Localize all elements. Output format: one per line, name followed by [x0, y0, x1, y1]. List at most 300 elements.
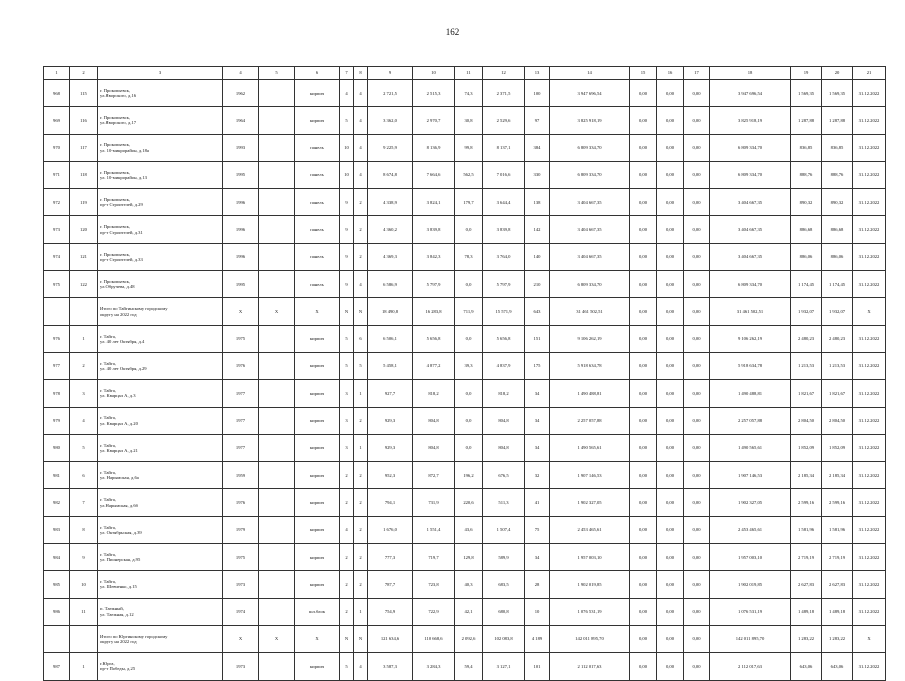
table-cell: 0,00 — [630, 516, 657, 543]
table-cell: 5 918 634,78 — [550, 352, 630, 379]
table-cell: 0,00 — [630, 625, 657, 652]
table-cell: 0,00 — [630, 216, 657, 243]
table-cell: 138 — [525, 189, 550, 216]
table-cell: 0,00 — [657, 598, 684, 625]
table-cell: 890,32 — [791, 189, 822, 216]
table-cell: 0,00 — [684, 243, 710, 270]
table-cell: 562,5 — [455, 161, 483, 188]
table-cell — [70, 298, 98, 325]
table-cell: 2 185,34 — [822, 462, 853, 489]
table-cell: 3 — [70, 380, 98, 407]
total-row — [44, 625, 886, 652]
table-cell: 3 362,0 — [368, 107, 413, 134]
table-cell: 1 932,07 — [791, 298, 822, 325]
address-cell: г. Прокопьевск, пр-т Строителей, д.33 — [98, 243, 223, 270]
table-cell: 972 — [44, 189, 70, 216]
table-cell: 31.12.2022 — [853, 516, 886, 543]
table-cell: 0,00 — [684, 325, 710, 352]
table-cell: 31 461 502,51 — [710, 298, 791, 325]
table-cell: 74,3 — [455, 80, 483, 107]
table-row — [44, 216, 886, 243]
table-cell: 0,00 — [657, 107, 684, 134]
table-cell: 2 719,19 — [791, 544, 822, 571]
address-cell: г. Прокопьевск, пр-т Строителей, д.29 — [98, 189, 223, 216]
table-cell: 1973 — [223, 571, 259, 598]
table-cell: 3 839,8 — [483, 216, 525, 243]
table-cell: 5 918 634,78 — [710, 352, 791, 379]
table-cell: 886,06 — [822, 243, 853, 270]
table-cell: шл.блок — [295, 598, 340, 625]
table-row — [44, 325, 886, 352]
table-cell: 0,00 — [657, 462, 684, 489]
table-cell: N — [354, 298, 368, 325]
column-header: 19 — [791, 67, 822, 80]
table-cell: 983 — [44, 516, 70, 543]
column-header: 18 — [710, 67, 791, 80]
address-cell: г. Тайга, ул. Октябрьская, д.39 — [98, 516, 223, 543]
table-cell: 0,00 — [657, 434, 684, 461]
table-cell: 1 852,09 — [791, 434, 822, 461]
address-cell: г. Тайга, ул. Нарымская, д.6а — [98, 462, 223, 489]
table-cell: 2 453 465,61 — [550, 516, 630, 543]
table-cell — [259, 407, 295, 434]
table-cell: 0,0 — [455, 407, 483, 434]
table-cell: 890,32 — [822, 189, 853, 216]
table-cell: 0,00 — [684, 216, 710, 243]
address-cell: Итого по Юргинскому городскому округу на 2022 год — [98, 625, 223, 652]
table-cell: 31.12.2022 — [853, 271, 886, 298]
table-cell: 1 283,22 — [822, 625, 853, 652]
table-cell: 115 — [70, 80, 98, 107]
table-cell — [259, 271, 295, 298]
table-cell: 2 — [354, 462, 368, 489]
table-cell: 1 957 003,10 — [710, 544, 791, 571]
table-cell: X — [295, 298, 340, 325]
table-cell: 0,00 — [657, 325, 684, 352]
address-cell: г. Прокопьевск, ул.Обручева, д.48 — [98, 271, 223, 298]
table-cell: 0,00 — [684, 434, 710, 461]
table-cell: 75 — [525, 516, 550, 543]
table-cell: 0,00 — [684, 489, 710, 516]
total-row — [44, 298, 886, 325]
table-cell: 3 404 667,35 — [710, 189, 791, 216]
table-cell: 1 507,4 — [483, 516, 525, 543]
table-cell: 1959 — [223, 462, 259, 489]
table-cell: панель — [295, 243, 340, 270]
table-cell: 7 664,6 — [413, 161, 455, 188]
table-cell: 0,00 — [657, 271, 684, 298]
table-cell: 2 371,5 — [483, 80, 525, 107]
table-cell: 122 — [70, 271, 98, 298]
table-cell: 3 — [340, 407, 354, 434]
table-cell: 6 809 334,70 — [550, 134, 630, 161]
table-cell: 0,00 — [684, 134, 710, 161]
table-cell: 973 — [44, 216, 70, 243]
table-cell: 9 — [340, 243, 354, 270]
table-cell: 2 627,83 — [822, 571, 853, 598]
table-cell: 9 106 262,19 — [710, 325, 791, 352]
table-cell: X — [259, 625, 295, 652]
table-cell: 0,00 — [630, 571, 657, 598]
column-header: 2 — [70, 67, 98, 80]
table-cell: кирпич — [295, 571, 340, 598]
table-cell: 5 — [340, 352, 354, 379]
table-cell: 2 804,50 — [791, 407, 822, 434]
table-cell: X — [853, 625, 886, 652]
table-cell: 384 — [525, 134, 550, 161]
table-cell: 30,8 — [455, 107, 483, 134]
table-cell: 1 213,53 — [822, 352, 853, 379]
table-cell: 31.12.2022 — [853, 489, 886, 516]
table-cell: 2 529,6 — [483, 107, 525, 134]
table-cell: 31.12.2022 — [853, 189, 886, 216]
table-cell: 102 083,8 — [483, 625, 525, 652]
table-cell: 99,8 — [455, 134, 483, 161]
table-cell — [259, 134, 295, 161]
table-cell: 1 852,09 — [822, 434, 853, 461]
table-cell: 97 — [525, 107, 550, 134]
table-cell: 4 — [354, 271, 368, 298]
table-cell: 0,00 — [657, 653, 684, 680]
table-cell: 196,2 — [455, 462, 483, 489]
table-cell: 1 489,18 — [822, 598, 853, 625]
table-cell: 9 — [340, 189, 354, 216]
table-cell: 0,00 — [657, 298, 684, 325]
table-cell: 4 — [340, 516, 354, 543]
table-cell — [259, 216, 295, 243]
table-cell — [259, 598, 295, 625]
table-cell: 1 932,07 — [822, 298, 853, 325]
table-cell: 3 764,0 — [483, 243, 525, 270]
table-cell: 794,1 — [368, 489, 413, 516]
table-cell — [44, 625, 70, 652]
table-cell: 0,00 — [630, 325, 657, 352]
table-cell: 0,00 — [684, 352, 710, 379]
table-cell: 1996 — [223, 243, 259, 270]
table-cell: 2 — [354, 516, 368, 543]
table-cell: 980 — [44, 434, 70, 461]
table-cell: 1 283,22 — [791, 625, 822, 652]
table-cell: 3 — [340, 380, 354, 407]
table-cell: 969 — [44, 107, 70, 134]
table-cell: 680,8 — [483, 598, 525, 625]
table-cell: 1 902 327,05 — [710, 489, 791, 516]
table-cell: 120 — [70, 216, 98, 243]
table-cell: 10 — [70, 571, 98, 598]
address-cell: г. Тайга, ул. Кварцал А, д.20 — [98, 407, 223, 434]
table-cell: 1977 — [223, 380, 259, 407]
table-cell: 1 581,96 — [822, 516, 853, 543]
table-cell: 3 842,3 — [413, 243, 455, 270]
table-cell: 117 — [70, 134, 98, 161]
table-cell — [259, 571, 295, 598]
table-cell: 129,8 — [455, 544, 483, 571]
table-cell: N — [340, 298, 354, 325]
table-cell: 1 489,18 — [791, 598, 822, 625]
table-cell: 0,00 — [657, 516, 684, 543]
table-cell: 0,00 — [684, 407, 710, 434]
table-cell: 2 — [340, 462, 354, 489]
table-cell: 0,00 — [657, 571, 684, 598]
table-cell: 0,00 — [630, 189, 657, 216]
table-cell: 0,00 — [684, 571, 710, 598]
table-cell: 0,00 — [684, 107, 710, 134]
table-cell: 110 668,6 — [413, 625, 455, 652]
table-cell: панель — [295, 271, 340, 298]
address-cell: г. Прокопьевск, ул.Яворского, д.17 — [98, 107, 223, 134]
table-cell: 6 506,1 — [368, 325, 413, 352]
address-cell: г. Тайга, ул. Пионерская, д.95 — [98, 544, 223, 571]
table-cell: 4 189 — [525, 625, 550, 652]
table-cell: 3 404 667,35 — [550, 243, 630, 270]
table-cell: кирпич — [295, 653, 340, 680]
table-cell: 100 — [525, 80, 550, 107]
table-cell: 7 — [70, 489, 98, 516]
table-cell: 119 — [70, 189, 98, 216]
table-cell: 0,00 — [684, 380, 710, 407]
table-cell: 5 — [340, 653, 354, 680]
table-cell: 31.12.2022 — [853, 243, 886, 270]
table-cell: 31.12.2022 — [853, 216, 886, 243]
table-cell: 175 — [525, 352, 550, 379]
table-cell: 31.12.2022 — [853, 325, 886, 352]
table-cell: 1 907 146,53 — [710, 462, 791, 489]
column-header: 15 — [630, 67, 657, 80]
table-cell: 0,00 — [657, 625, 684, 652]
table-cell: 39,3 — [455, 352, 483, 379]
table-cell: 1 287,88 — [791, 107, 822, 134]
table-cell: 5 656,8 — [413, 325, 455, 352]
table-cell: 0,00 — [630, 271, 657, 298]
table-cell: 4 — [354, 161, 368, 188]
table-cell: 0,00 — [630, 161, 657, 188]
table-cell: X — [295, 625, 340, 652]
table-cell: 0,00 — [630, 434, 657, 461]
table-cell: 9 — [340, 271, 354, 298]
table-cell: 976 — [44, 325, 70, 352]
table-cell: 3 404 667,35 — [710, 216, 791, 243]
address-cell: г. Тайга, ул. Кварцал А, д.21 — [98, 434, 223, 461]
table-cell: 0,00 — [630, 352, 657, 379]
table-cell: 3 404 667,35 — [710, 243, 791, 270]
table-cell: 2 970,7 — [413, 107, 455, 134]
table-cell: 1 902 019,85 — [710, 571, 791, 598]
table-cell: 804,8 — [413, 434, 455, 461]
table-cell: 0,00 — [630, 380, 657, 407]
table-cell: 0,00 — [630, 598, 657, 625]
table-cell: 18 490,8 — [368, 298, 413, 325]
table-cell: 4 — [354, 80, 368, 107]
table-cell: 31.12.2022 — [853, 598, 886, 625]
table-cell: 1 — [354, 380, 368, 407]
table-cell — [259, 489, 295, 516]
table-cell: 0,00 — [684, 544, 710, 571]
table-cell: 1976 — [223, 489, 259, 516]
table-cell: X — [223, 298, 259, 325]
table-cell: 6 809 334,70 — [710, 134, 791, 161]
table-cell: 142 011 895,70 — [710, 625, 791, 652]
table-cell — [259, 653, 295, 680]
table-cell: 818,2 — [483, 380, 525, 407]
table-cell: 2 092,6 — [455, 625, 483, 652]
table-cell: 9 — [340, 216, 354, 243]
table-cell: кирпич — [295, 352, 340, 379]
table-cell: 9 — [70, 544, 98, 571]
table-row — [44, 544, 886, 571]
table-cell: 59,4 — [455, 653, 483, 680]
table-cell: 804,8 — [483, 407, 525, 434]
address-cell: г. Прокопьевск, ул. 10-микрорайон, д.13 — [98, 161, 223, 188]
address-cell: г. Тайга, ул. Шевченко, д.15 — [98, 571, 223, 598]
table-cell: панель — [295, 134, 340, 161]
table-cell: 3 825 918,19 — [710, 107, 791, 134]
table-cell: 0,00 — [684, 625, 710, 652]
table-cell: 2 480,23 — [791, 325, 822, 352]
table-row — [44, 516, 886, 543]
table-cell: 116 — [70, 107, 98, 134]
table-cell: панель — [295, 216, 340, 243]
address-cell: г. Прокопьевск, ул.Яворского, д.16 — [98, 80, 223, 107]
table-cell: 3 127,1 — [483, 653, 525, 680]
table-cell: 929,3 — [368, 407, 413, 434]
table-row — [44, 434, 886, 461]
address-cell: г. Прокопьевск, пр-т Строителей, д.31 — [98, 216, 223, 243]
page-number: 162 — [445, 27, 460, 37]
table-cell: 1 — [354, 434, 368, 461]
table-cell: 3 947 696,54 — [710, 80, 791, 107]
table-cell: 0,00 — [684, 298, 710, 325]
table-cell: 2 185,34 — [791, 462, 822, 489]
table-row — [44, 653, 886, 680]
table-cell: 142 011 895,70 — [550, 625, 630, 652]
address-cell: п. Таежный, ул. Таежная, д.12 — [98, 598, 223, 625]
column-header: 5 — [259, 67, 295, 80]
table-cell: 4 — [354, 107, 368, 134]
table-cell: 836,85 — [822, 134, 853, 161]
table-row — [44, 243, 886, 270]
column-header: 21 — [853, 67, 886, 80]
table-cell: 6 809 334,70 — [710, 271, 791, 298]
table-cell: 886,68 — [791, 216, 822, 243]
table-cell — [259, 80, 295, 107]
table-cell: 2 515,3 — [413, 80, 455, 107]
table-cell — [259, 516, 295, 543]
table-cell: панель — [295, 189, 340, 216]
table-row — [44, 161, 886, 188]
table-cell: 5 797,9 — [413, 271, 455, 298]
table-cell: 0,00 — [657, 134, 684, 161]
table-cell: 1 — [354, 598, 368, 625]
table-cell: 888,76 — [822, 161, 853, 188]
table-cell: 643,06 — [822, 653, 853, 680]
table-cell: 1 490 565,61 — [550, 434, 630, 461]
table-cell: 1 490 488,81 — [550, 380, 630, 407]
table-cell: 6 — [354, 325, 368, 352]
column-header: 13 — [525, 67, 550, 80]
table-cell: 6 809 334,70 — [710, 161, 791, 188]
column-header: 9 — [368, 67, 413, 80]
table-cell — [259, 352, 295, 379]
table-cell: 2 — [340, 489, 354, 516]
table-cell: 1962 — [223, 80, 259, 107]
table-cell: 1975 — [223, 325, 259, 352]
table-cell: 2 480,23 — [822, 325, 853, 352]
table-cell: 34 — [525, 544, 550, 571]
table-cell: 2 719,19 — [822, 544, 853, 571]
table-cell: 818,2 — [413, 380, 455, 407]
table-cell: 3 839,8 — [413, 216, 455, 243]
table-cell: N — [340, 625, 354, 652]
table-cell: 777,3 — [368, 544, 413, 571]
table-row — [44, 352, 886, 379]
table-cell: 7 016,6 — [483, 161, 525, 188]
table-cell: 31.12.2022 — [853, 544, 886, 571]
table-cell — [259, 243, 295, 270]
table-cell: 0,00 — [630, 544, 657, 571]
table-row — [44, 134, 886, 161]
table-cell: 970 — [44, 134, 70, 161]
table-cell: 836,85 — [791, 134, 822, 161]
table-cell: 34 — [525, 407, 550, 434]
table-cell: кирпич — [295, 489, 340, 516]
table-cell: 985 — [44, 571, 70, 598]
address-cell: Итого по Тайгинскому городскому округу на 2022 год — [98, 298, 223, 325]
table-cell: 31.12.2022 — [853, 380, 886, 407]
table-cell: 0,00 — [630, 407, 657, 434]
table-cell: 31.12.2022 — [853, 161, 886, 188]
table-cell: 2 — [354, 216, 368, 243]
table-cell — [259, 434, 295, 461]
table-cell: 2 — [340, 571, 354, 598]
address-cell: г. Тайга, ул. 40 лет Октября, д.4 — [98, 325, 223, 352]
table-cell: 1 287,88 — [822, 107, 853, 134]
table-cell: 731,9 — [413, 489, 455, 516]
table-cell: 979 — [44, 407, 70, 434]
table-cell: 31.12.2022 — [853, 134, 886, 161]
column-header: 4 — [223, 67, 259, 80]
table-cell: 1 957 003,10 — [550, 544, 630, 571]
table-cell: 1979 — [223, 516, 259, 543]
column-header: 10 — [413, 67, 455, 80]
table-cell: 1 490 565,61 — [710, 434, 791, 461]
table-cell: 6 809 334,70 — [550, 161, 630, 188]
table-row — [44, 80, 886, 107]
table-cell — [259, 189, 295, 216]
table-cell: 787,7 — [368, 571, 413, 598]
table-cell: 3 404 667,35 — [550, 216, 630, 243]
table-cell: 31 461 502,51 — [550, 298, 630, 325]
table-cell: 1 076 531,19 — [710, 598, 791, 625]
table-cell: 2 112 017,63 — [710, 653, 791, 680]
table-cell: X — [223, 625, 259, 652]
table-cell: 31.12.2022 — [853, 352, 886, 379]
table-cell: 1 490 488,81 — [710, 380, 791, 407]
table-cell: 4 360,2 — [368, 216, 413, 243]
table-cell: 975 — [44, 271, 70, 298]
table-cell: 8 — [70, 516, 98, 543]
table-cell: 1 551,4 — [413, 516, 455, 543]
table-row — [44, 380, 886, 407]
table-cell: 28 — [525, 571, 550, 598]
table-cell: 5 — [340, 325, 354, 352]
table-cell: 5 656,8 — [483, 325, 525, 352]
table-row — [44, 107, 886, 134]
table-cell: 1995 — [223, 271, 259, 298]
table-cell: 31.12.2022 — [853, 80, 886, 107]
table-cell: 676,5 — [483, 462, 525, 489]
table-cell: 984 — [44, 544, 70, 571]
table-cell: 2 804,50 — [822, 407, 853, 434]
